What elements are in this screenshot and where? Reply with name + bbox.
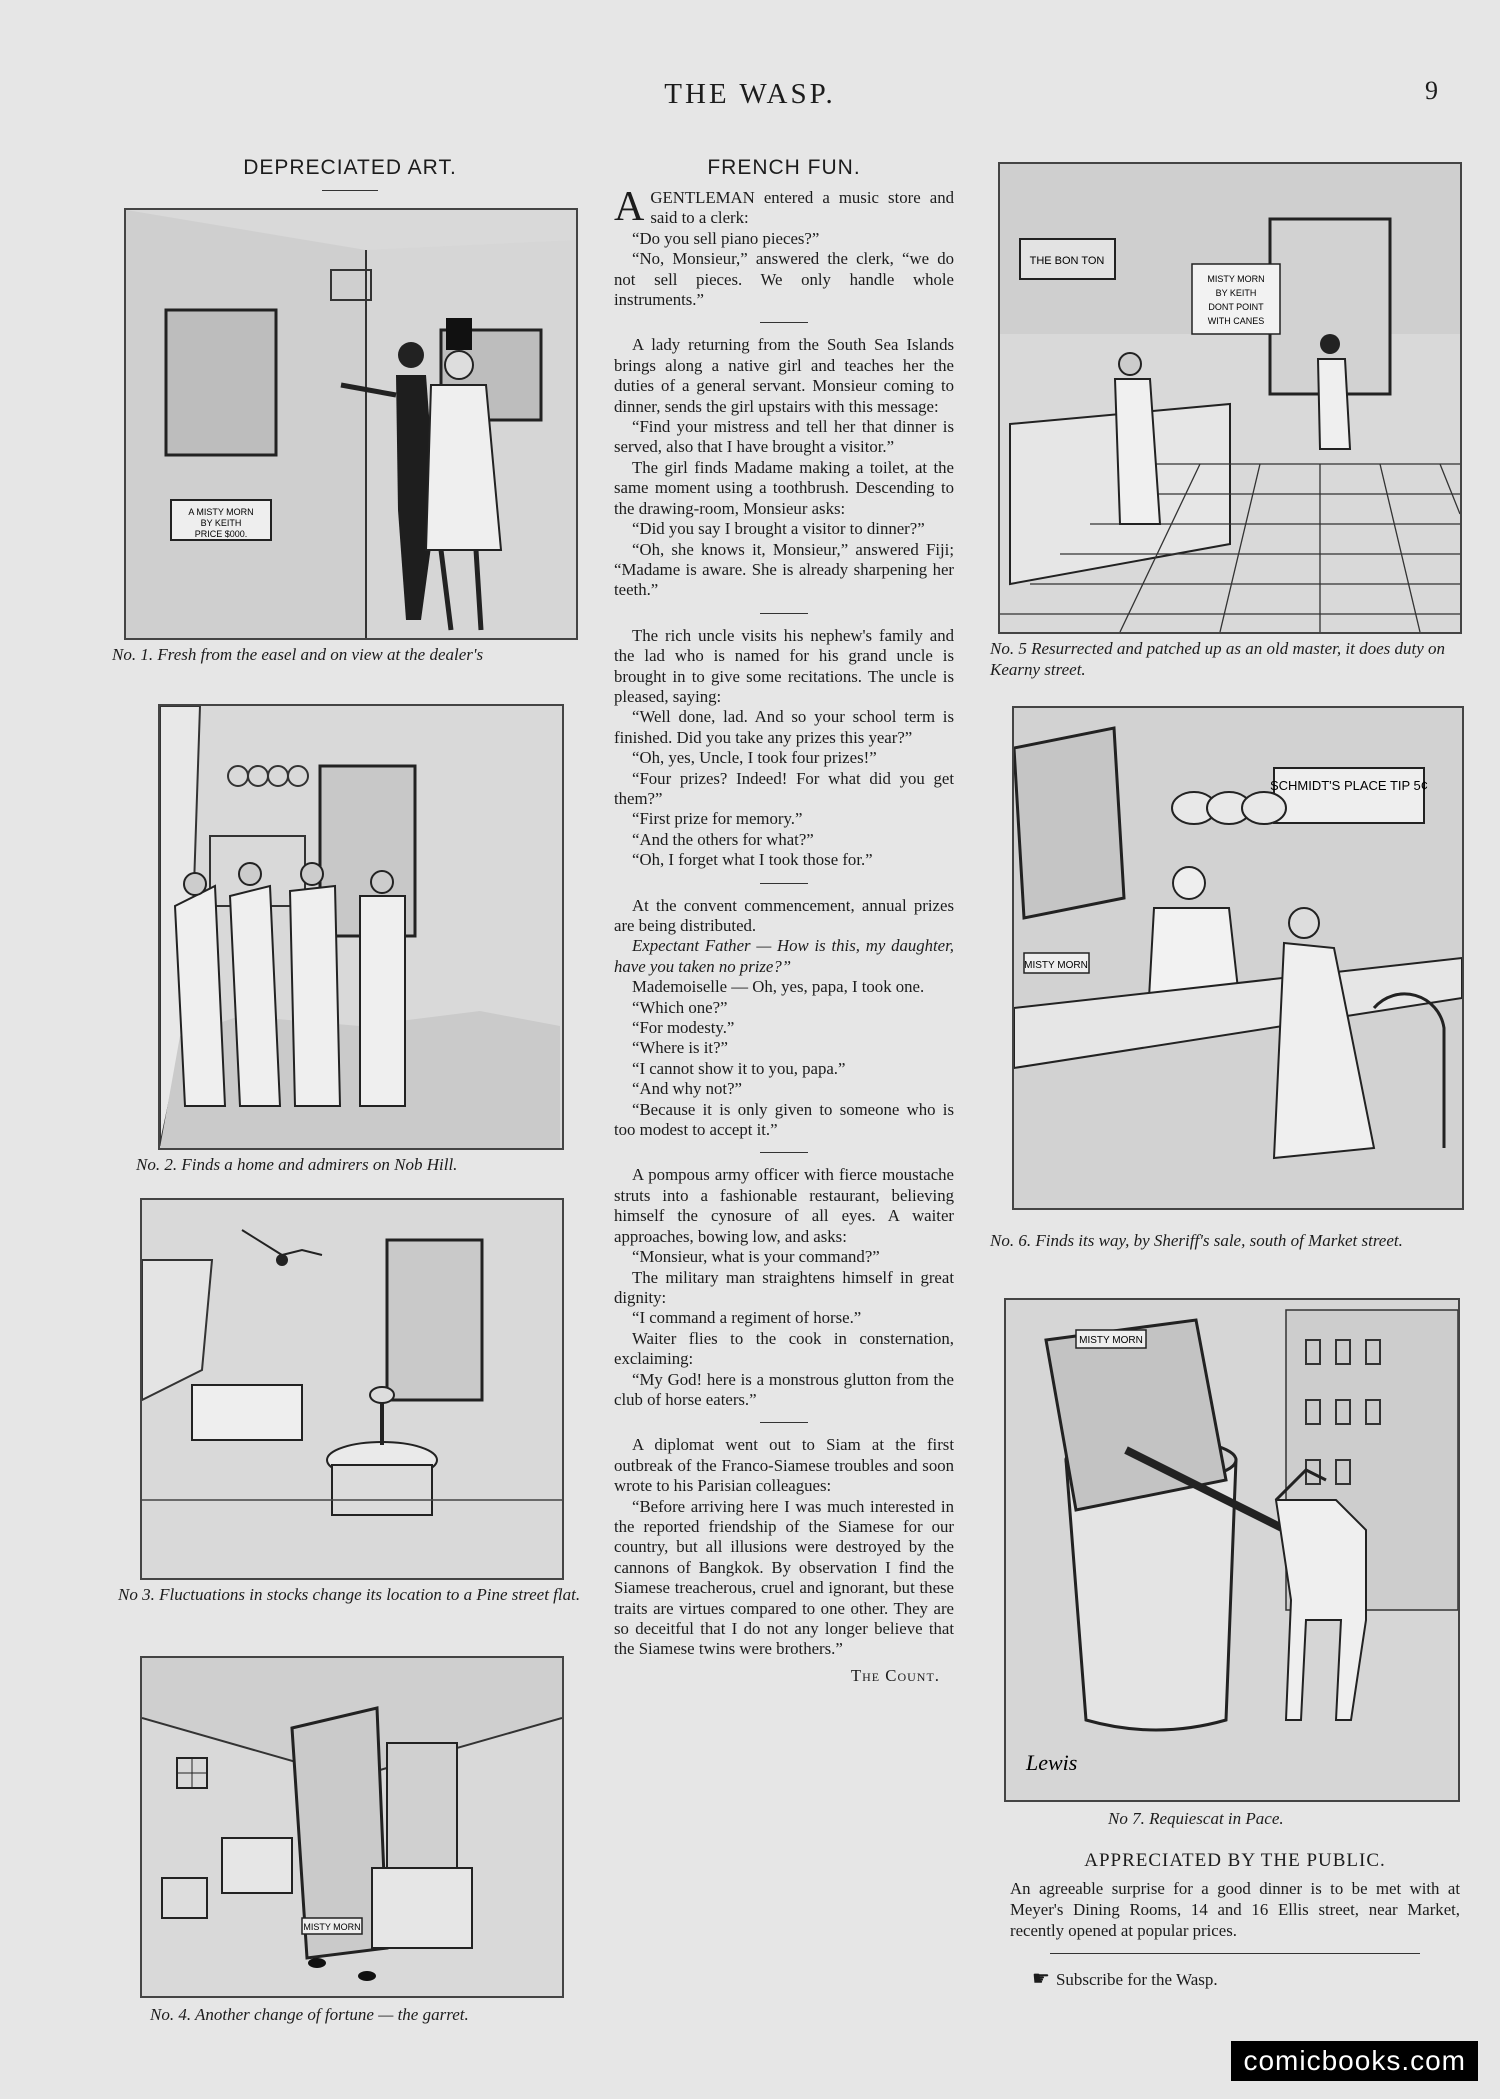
appreciated-body: An agreeable surprise for a good dinner is to be met with at Meyer's Dining Rooms, 14 and 16 Ellis street, near Market, recently opened at popular prices. <box>1010 1879 1460 1940</box>
caption-panel-5: No. 5 Resurrected and patched up as an old master, it does duty on Kearny street. <box>990 639 1446 679</box>
appreciated-section <box>1010 1850 1460 1991</box>
paragraph: “I command a regiment of horse.” <box>632 1308 862 1328</box>
section-divider <box>760 613 808 614</box>
paragraph: A pompous army officer with fierce moustache struts into a fashionable restaurant, believing himself the cynosure of all eyes. A waiter approaches, bowing low, and asks: <box>614 1165 954 1246</box>
left-section-title: DEPRECIATED ART. <box>243 156 457 179</box>
page-number: 9 <box>1425 76 1438 105</box>
section-divider <box>760 1152 808 1153</box>
svg-text:A MISTY MORN: A MISTY MORN <box>188 507 254 517</box>
caption-panel-3: No 3. Fluctuations in stocks change its location to a Pine street flat. <box>118 1585 581 1604</box>
paragraph: At the convent commencement, annual prizes are being distributed. <box>614 895 954 935</box>
paragraph: “My God! here is a monstrous glutton from the club of horse eaters.” <box>614 1369 954 1409</box>
caption-panel-2: No. 2. Finds a home and admirers on Nob Hill. <box>136 1155 458 1174</box>
paragraph: “I cannot show it to you, papa.” <box>632 1058 846 1078</box>
paragraph: The girl finds Madame making a toilet, at the same moment using a toothbrush. Descending to the drawing-room, Monsieur asks: <box>614 457 954 518</box>
cartoon-panel-1 <box>124 208 578 640</box>
paragraph: “Oh, yes, Uncle, I took four prizes!” <box>632 748 877 768</box>
french-fun-text <box>614 184 954 1686</box>
paragraph: “For modesty.” <box>632 1018 735 1038</box>
svg-text:WITH CANES: WITH CANES <box>1207 316 1265 326</box>
svg-text:PRICE $000.: PRICE $000. <box>194 529 248 539</box>
cartoon-panel-7 <box>1004 1298 1460 1802</box>
paragraph: “Monsieur, what is your command?” <box>632 1247 880 1267</box>
saloon-sign-text: SCHMIDT'S PLACE TIP 5¢ <box>1269 778 1429 793</box>
pointing-hand-icon: ☛ <box>1032 1968 1050 1990</box>
paragraph: “First prize for memory.” <box>632 809 803 829</box>
svg-text:MISTY MORN: MISTY MORN <box>1207 274 1265 284</box>
subscribe-text: Subscribe for the Wasp. <box>1055 1970 1218 1989</box>
title-divider <box>322 190 378 191</box>
svg-text:BY KEITH: BY KEITH <box>1215 288 1257 298</box>
signature: The Count. <box>850 1665 940 1685</box>
paragraph: “And the others for what?” <box>632 829 814 849</box>
middle-column <box>614 150 954 1686</box>
appreciated-title: APPRECIATED BY THE PUBLIC. <box>1084 1850 1386 1871</box>
caption-panel-7: No 7. Requiescat in Pace. <box>1108 1809 1284 1828</box>
paragraph: “Oh, I forget what I took those for.” <box>632 850 873 870</box>
paragraph: GENTLEMAN entered a music store and said to a clerk: <box>650 188 954 228</box>
watermark: comicbooks.com <box>1231 2041 1478 2081</box>
paragraph: The military man straightens himself in great dignity: <box>614 1267 954 1307</box>
paragraph: “Well done, lad. And so your school term is finished. Did you take any prizes this year?” <box>614 707 954 747</box>
paragraph: “Where is it?” <box>632 1038 728 1058</box>
paragraph: Expectant Father — How is this, my daughter, have you taken no prize?” <box>614 936 954 976</box>
artist-signature: Lewis <box>1026 1750 1078 1775</box>
svg-text:MISTY MORN: MISTY MORN <box>303 1922 361 1932</box>
cartoon-panel-2 <box>158 704 564 1150</box>
bar-sign-text: THE BON TON <box>1029 255 1105 267</box>
left-column <box>110 150 590 205</box>
paragraph: “Before arriving here I was much interested in the reported friendship of the Siamese for our country, but all illusions were destroyed by the cannons of Bangkok. By observation I find the Siamese treacherous, cruel and ignorant, but these traits are virtues compared to one other. They are so deceitful that I do not any longer believe that the Siamese twins were brothers.” <box>614 1496 954 1659</box>
masthead: THE WASP. <box>664 78 836 110</box>
paragraph: A diplomat went out to Siam at the first outbreak of the Franco-Siamese troubles and soon wrote to his Parisian colleagues: <box>614 1435 954 1496</box>
cartoon-panel-5 <box>998 162 1462 634</box>
caption-panel-4: No. 4. Another change of fortune — the garret. <box>150 2005 469 2024</box>
paragraph: The rich uncle visits his nephew's family and the lad who is named for his grand uncle is brought in to give some recitations. The uncle is pleased, saying: <box>614 625 954 706</box>
cartoon-panel-6 <box>1012 706 1464 1210</box>
paragraph: “Because it is only given to someone who is too modest to accept it.” <box>614 1099 954 1140</box>
paragraph: A lady returning from the South Sea Islands brings along a native girl and teaches her the duties of a general servant. Monsieur coming to dinner, sends the girl upstairs with this message: <box>614 335 954 416</box>
paragraph: “Did you say I brought a visitor to dinner?” <box>632 519 925 539</box>
svg-text:BY KEITH: BY KEITH <box>200 518 242 528</box>
middle-section-title: FRENCH FUN. <box>707 156 861 179</box>
drop-cap: A <box>614 184 645 230</box>
paragraph: “And why not?” <box>632 1079 742 1099</box>
misty-morn-label: MISTY MORN <box>1079 1335 1143 1346</box>
caption-panel-6: No. 6. Finds its way, by Sheriff's sale, south of Market street. <box>990 1231 1403 1250</box>
cartoon-panel-3 <box>140 1198 564 1580</box>
misty-morn-label: MISTY MORN <box>1024 960 1088 971</box>
cartoon-panel-4 <box>140 1656 564 1998</box>
svg-text:DONT POINT: DONT POINT <box>1208 302 1264 312</box>
paragraph: “Find your mistress and tell her that dinner is served, also that I have brought a visitor.” <box>614 417 954 457</box>
section-divider <box>760 1422 808 1423</box>
section-divider <box>760 322 808 323</box>
section-divider <box>1050 1953 1420 1954</box>
caption-panel-1: No. 1. Fresh from the easel and on view at the dealer's <box>112 645 484 664</box>
paragraph: “Which one?” <box>632 997 728 1017</box>
paragraph: “No, Monsieur,” answered the clerk, “we do not sell pieces. We only handle whole instruments.” <box>614 249 954 310</box>
paragraph: “Oh, she knows it, Monsieur,” answered Fiji; “Madame is aware. She is already sharpening her teeth.” <box>614 539 954 600</box>
subscribe-line <box>1032 1966 1460 1991</box>
paragraph: “Do you sell piano pieces?” <box>632 228 820 248</box>
paragraph: Waiter flies to the cook in consternation, exclaiming: <box>614 1328 954 1369</box>
paragraph: Mademoiselle — Oh, yes, papa, I took one. <box>632 977 925 997</box>
section-divider <box>760 883 808 884</box>
paragraph: “Four prizes? Indeed! For what did you get them?” <box>614 768 954 808</box>
